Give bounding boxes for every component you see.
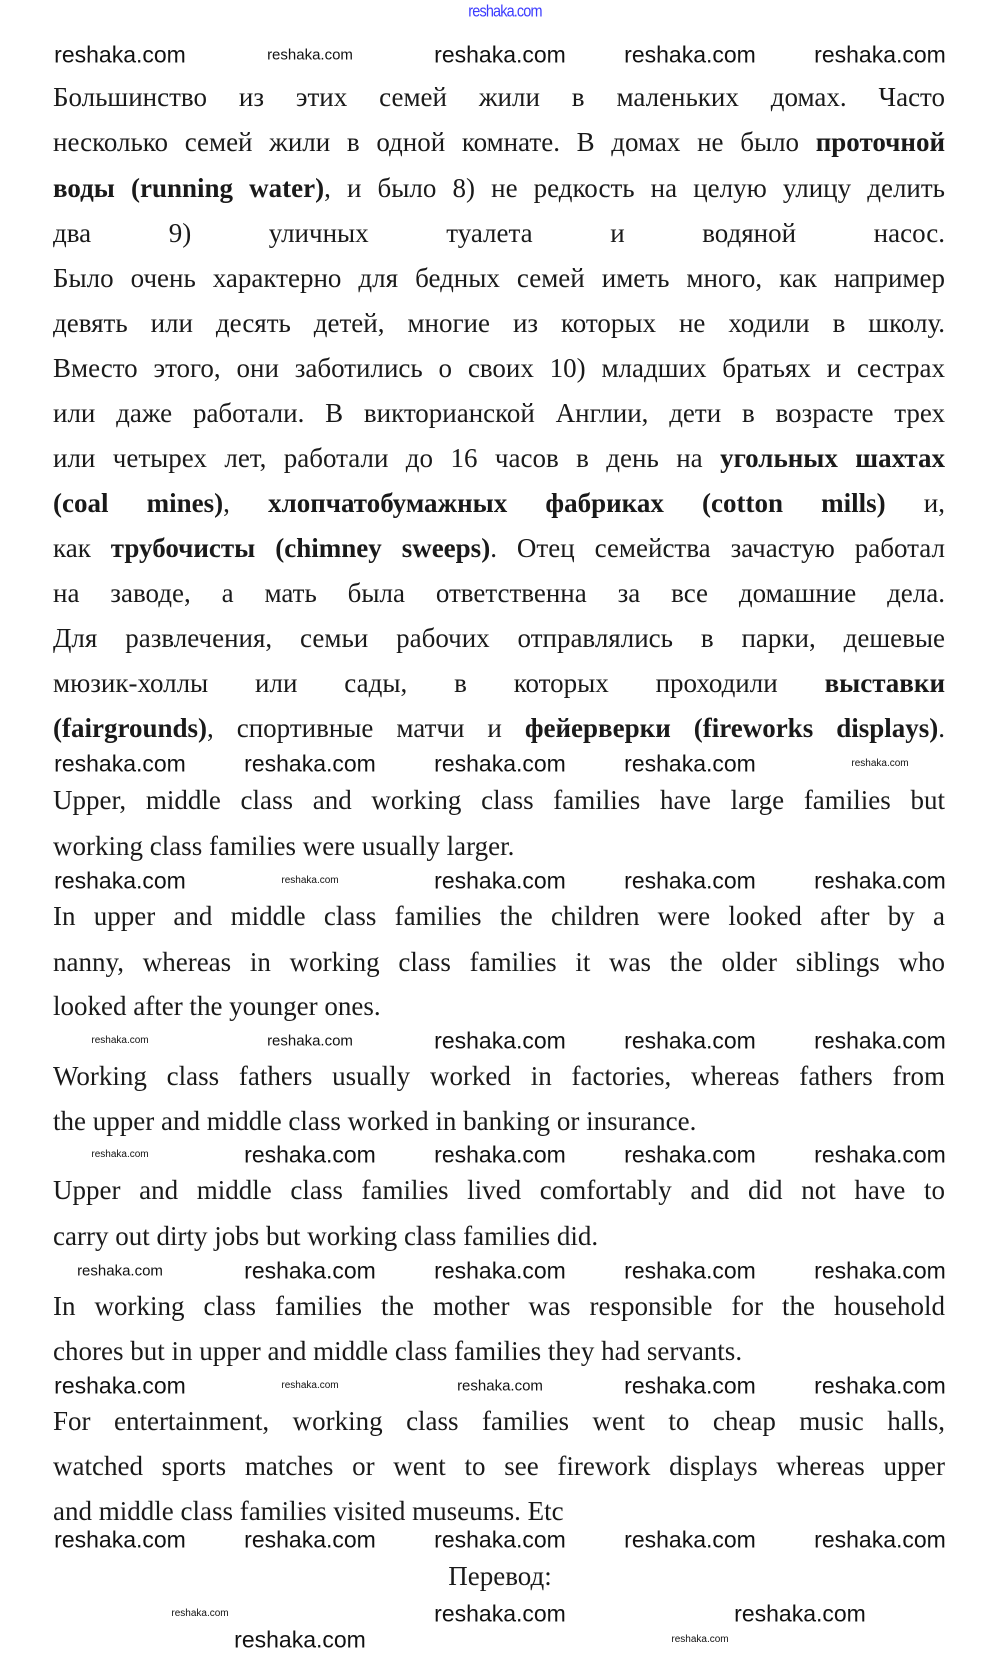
russian-text-line — [53, 577, 945, 609]
watermark: reshaka.com — [54, 1526, 186, 1553]
bold-term: воды (running water) — [53, 173, 325, 203]
watermark: reshaka.com — [434, 1141, 566, 1168]
text-segment: , спортивные матчи и — [207, 713, 525, 743]
watermark: reshaka.com — [171, 1608, 229, 1619]
watermark: reshaka.com — [814, 1526, 946, 1553]
russian-text-line — [53, 442, 945, 474]
watermark: reshaka.com — [91, 1149, 149, 1160]
russian-text-line — [53, 307, 945, 339]
watermark: reshaka.com — [624, 750, 756, 777]
watermark: reshaka.com — [54, 41, 186, 68]
watermark: reshaka.com — [434, 41, 566, 68]
watermark: reshaka.com — [234, 1626, 366, 1653]
bold-term: трубочисты (chimney sweeps) — [110, 533, 491, 563]
text-segment: , — [223, 488, 269, 518]
russian-text-line — [53, 397, 945, 429]
text-segment: или даже работали. В викторианской Англии, дети в возрасте трех — [53, 398, 945, 428]
english-text-line: carry out dirty jobs but working class families did. — [53, 1221, 599, 1251]
watermark: reshaka.com — [624, 1027, 756, 1054]
english-text-line: In working class families the mother was responsible for the household — [53, 1291, 945, 1321]
text-segment: Большинство из этих семей жили в маленьких домах. Часто — [53, 82, 945, 112]
watermark: reshaka.com — [624, 1257, 756, 1284]
english-text-line: In upper and middle class families the children were looked after by a — [53, 901, 945, 931]
watermark: reshaka.com — [434, 750, 566, 777]
watermark: reshaka.com — [671, 1634, 729, 1645]
english-text-line: looked after the younger ones. — [53, 991, 381, 1021]
bold-term: (fairgrounds) — [53, 713, 208, 743]
watermark: reshaka.com — [814, 1372, 946, 1399]
watermark: reshaka.com — [434, 1257, 566, 1284]
text-segment: Было очень характерно для бедных семей иметь много, как например — [53, 263, 945, 293]
russian-text-line — [53, 81, 945, 113]
english-text-line: watched sports matches or went to see firework displays whereas upper — [53, 1451, 945, 1481]
russian-text-line — [53, 172, 945, 204]
text-segment: , и было 8) не редкость на целую улицу делить — [324, 173, 945, 203]
bold-term: выставки — [824, 668, 945, 698]
watermark: reshaka.com — [457, 1377, 543, 1395]
watermark: reshaka.com — [851, 758, 909, 769]
watermark: reshaka.com — [281, 875, 339, 886]
english-text-line: For entertainment, working class families went to cheap music halls, — [53, 1406, 945, 1436]
english-text-line: Upper and middle class families lived comfortably and did not have to — [53, 1175, 945, 1205]
watermark: reshaka.com — [624, 867, 756, 894]
text-segment: на заводе, а мать была ответственна за все домашние дела. — [53, 578, 945, 608]
watermark: reshaka.com — [244, 1526, 376, 1553]
watermark: reshaka.com — [244, 1257, 376, 1284]
watermark: reshaka.com — [814, 1027, 946, 1054]
russian-text-line — [53, 352, 945, 384]
bold-term: (coal mines) — [53, 488, 224, 518]
watermark: reshaka.com — [267, 46, 353, 64]
text-segment: как — [53, 533, 111, 563]
watermark: reshaka.com — [734, 1600, 866, 1627]
russian-text-line — [53, 217, 945, 249]
text-segment: . — [938, 713, 945, 743]
bold-term: хлопчатобумажных фабриках (cotton mills) — [268, 488, 886, 518]
watermark: reshaka.com — [267, 1032, 353, 1050]
watermark: reshaka.com — [54, 750, 186, 777]
bold-term: угольных шахтах — [720, 443, 945, 473]
english-text-line: Working class fathers usually worked in factories, whereas fathers from — [53, 1061, 945, 1091]
russian-text-line — [53, 487, 945, 519]
watermark: reshaka.com — [434, 867, 566, 894]
russian-text-line — [53, 667, 945, 699]
watermark: reshaka.com — [814, 41, 946, 68]
text-segment: . Отец семейства зачастую работал — [490, 533, 945, 563]
watermark: reshaka.com — [434, 1526, 566, 1553]
watermark: reshaka.com — [54, 867, 186, 894]
text-segment: два 9) уличных туалета и водяной насос. — [53, 218, 945, 248]
english-text-line: chores but in upper and middle class families they had servants. — [53, 1336, 743, 1366]
russian-text-line — [53, 126, 945, 158]
english-text-line: the upper and middle class worked in banking or insurance. — [53, 1106, 697, 1136]
english-text-line: and middle class families visited museums. Etc — [53, 1496, 564, 1526]
text-segment: девять или десять детей, многие из которых не ходили в школу. — [53, 308, 945, 338]
text-segment: Для развлечения, семьи рабочих отправлялись в парки, дешевые — [53, 623, 945, 653]
watermark: reshaka.com — [54, 1372, 186, 1399]
watermark: reshaka.com — [468, 1, 542, 21]
watermark: reshaka.com — [434, 1600, 566, 1627]
russian-text-line — [53, 532, 945, 564]
bold-term: проточной — [815, 127, 945, 157]
russian-text-line — [53, 622, 945, 654]
english-text-line: Upper, middle class and working class families have large families but — [53, 785, 945, 815]
watermark: reshaka.com — [244, 1141, 376, 1168]
text-segment: или четырех лет, работали до 16 часов в день на — [53, 443, 721, 473]
bold-term: фейерверки (fireworks displays) — [524, 713, 939, 743]
russian-text-line — [53, 712, 945, 744]
english-text-line: working class families were usually larger. — [53, 831, 515, 861]
watermark: reshaka.com — [244, 750, 376, 777]
watermark: reshaka.com — [624, 41, 756, 68]
watermark: reshaka.com — [281, 1380, 339, 1391]
text-segment: несколько семей жили в одной комнате. В домах не было — [53, 127, 816, 157]
russian-text-line — [53, 262, 945, 294]
text-segment: мюзик-холлы или сады, в которых проходили — [53, 668, 825, 698]
watermark: reshaka.com — [624, 1526, 756, 1553]
watermark: reshaka.com — [624, 1372, 756, 1399]
text-segment: Вместо этого, они заботились о своих 10) младших братьях и сестрах — [53, 353, 945, 383]
watermark: reshaka.com — [814, 867, 946, 894]
english-text-line: nanny, whereas in working class families it was the older siblings who — [53, 947, 945, 977]
watermark: reshaka.com — [814, 1141, 946, 1168]
watermark: reshaka.com — [624, 1141, 756, 1168]
watermark: reshaka.com — [434, 1027, 566, 1054]
watermark: reshaka.com — [77, 1262, 163, 1280]
watermark: reshaka.com — [814, 1257, 946, 1284]
watermark: reshaka.com — [91, 1035, 149, 1046]
text-segment: и, — [885, 488, 945, 518]
translation-heading: Перевод: — [448, 1561, 552, 1591]
